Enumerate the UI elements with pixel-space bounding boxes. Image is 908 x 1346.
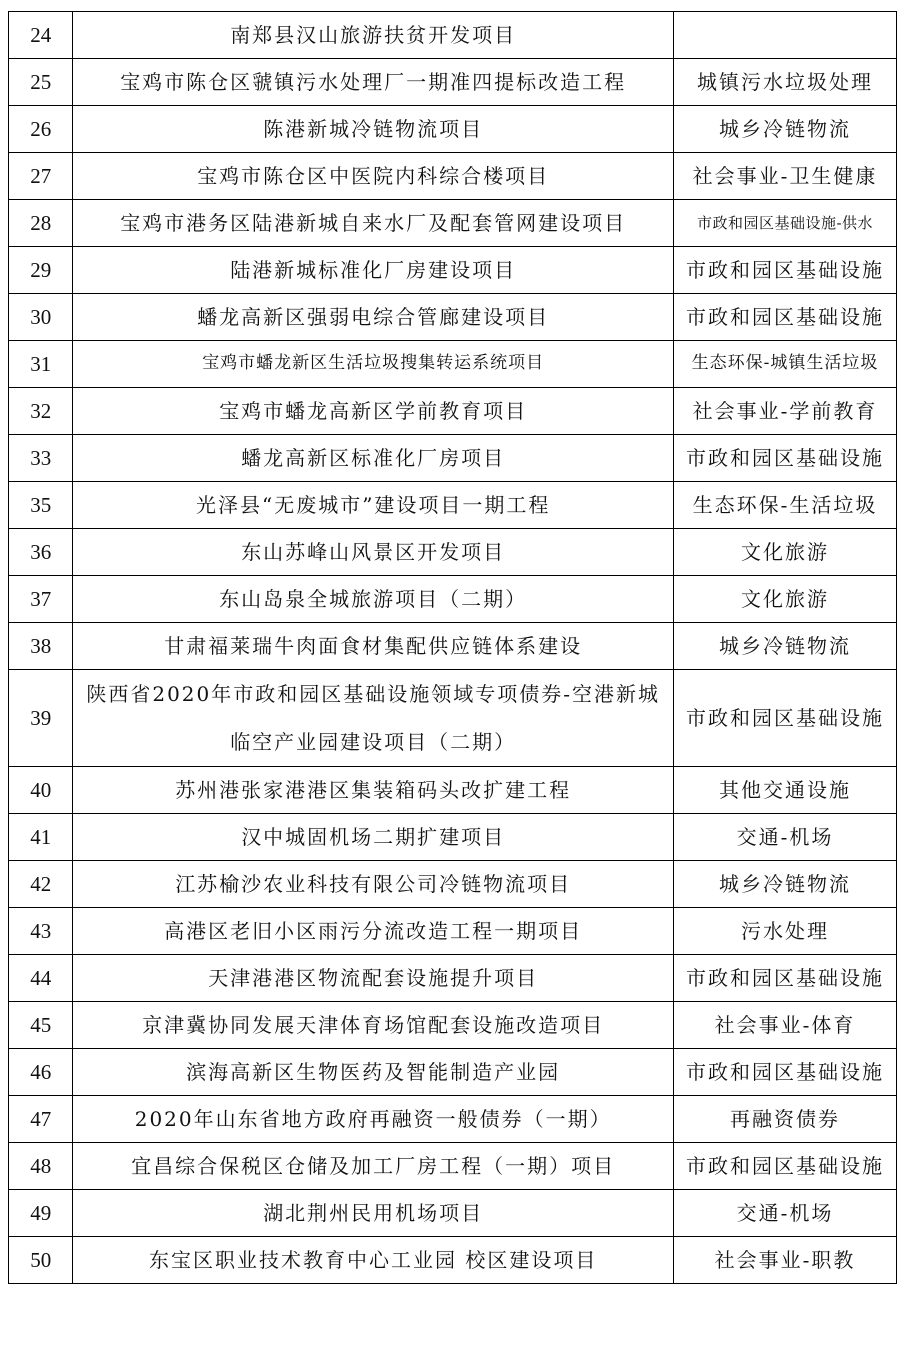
row-number: 42 bbox=[9, 861, 73, 908]
row-number: 47 bbox=[9, 1096, 73, 1143]
project-category: 交通-机场 bbox=[673, 814, 896, 861]
project-category: 城乡冷链物流 bbox=[673, 623, 896, 670]
project-table bbox=[8, 11, 897, 1284]
project-category: 社会事业-卫生健康 bbox=[673, 153, 896, 200]
table-row bbox=[9, 59, 897, 106]
project-name: 蟠龙高新区强弱电综合管廊建设项目 bbox=[73, 294, 674, 341]
project-category: 社会事业-职教 bbox=[673, 1237, 896, 1284]
project-name: 东宝区职业技术教育中心工业园 校区建设项目 bbox=[73, 1237, 674, 1284]
table-row bbox=[9, 861, 897, 908]
project-name: 陈港新城冷链物流项目 bbox=[73, 106, 674, 153]
project-name: 南郑县汉山旅游扶贫开发项目 bbox=[73, 12, 674, 59]
project-category: 交通-机场 bbox=[673, 1190, 896, 1237]
project-category: 其他交通设施 bbox=[673, 767, 896, 814]
table-row bbox=[9, 294, 897, 341]
project-name: 宝鸡市蟠龙高新区学前教育项目 bbox=[73, 388, 674, 435]
row-number: 31 bbox=[9, 341, 73, 388]
table-row bbox=[9, 435, 897, 482]
table-row bbox=[9, 200, 897, 247]
project-name: 宝鸡市港务区陆港新城自来水厂及配套管网建设项目 bbox=[73, 200, 674, 247]
project-name: 陕西省2020年市政和园区基础设施领域专项债券-空港新城临空产业园建设项目（二期） bbox=[73, 670, 674, 767]
row-number: 36 bbox=[9, 529, 73, 576]
project-category: 城乡冷链物流 bbox=[673, 106, 896, 153]
project-category bbox=[673, 12, 896, 59]
table-row bbox=[9, 1002, 897, 1049]
row-number: 39 bbox=[9, 670, 73, 767]
table-row bbox=[9, 388, 897, 435]
table-row bbox=[9, 670, 897, 767]
project-name: 天津港港区物流配套设施提升项目 bbox=[73, 955, 674, 1002]
project-name: 宝鸡市陈仓区中医院内科综合楼项目 bbox=[73, 153, 674, 200]
project-category: 社会事业-学前教育 bbox=[673, 388, 896, 435]
table-row bbox=[9, 1096, 897, 1143]
project-name: 蟠龙高新区标准化厂房项目 bbox=[73, 435, 674, 482]
row-number: 27 bbox=[9, 153, 73, 200]
row-number: 43 bbox=[9, 908, 73, 955]
table-row bbox=[9, 153, 897, 200]
project-name: 江苏榆沙农业科技有限公司冷链物流项目 bbox=[73, 861, 674, 908]
table-row bbox=[9, 576, 897, 623]
table-row bbox=[9, 1049, 897, 1096]
project-category: 市政和园区基础设施 bbox=[673, 670, 896, 767]
project-name: 甘肃福莱瑞牛肉面食材集配供应链体系建设 bbox=[73, 623, 674, 670]
project-category: 生态环保-城镇生活垃圾 bbox=[673, 341, 896, 388]
project-name: 宝鸡市蟠龙新区生活垃圾搜集转运系统项目 bbox=[73, 341, 674, 388]
table-row bbox=[9, 106, 897, 153]
table-row bbox=[9, 482, 897, 529]
table-row bbox=[9, 247, 897, 294]
row-number: 30 bbox=[9, 294, 73, 341]
table-row bbox=[9, 1190, 897, 1237]
project-category: 市政和园区基础设施 bbox=[673, 294, 896, 341]
project-category: 生态环保-生活垃圾 bbox=[673, 482, 896, 529]
project-category: 社会事业-体育 bbox=[673, 1002, 896, 1049]
row-number: 50 bbox=[9, 1237, 73, 1284]
row-number: 40 bbox=[9, 767, 73, 814]
project-name: 滨海高新区生物医药及智能制造产业园 bbox=[73, 1049, 674, 1096]
project-name: 东山岛泉全城旅游项目（二期） bbox=[73, 576, 674, 623]
project-name: 光泽县“无废城市”建设项目一期工程 bbox=[73, 482, 674, 529]
project-name: 东山苏峰山风景区开发项目 bbox=[73, 529, 674, 576]
row-number: 37 bbox=[9, 576, 73, 623]
row-number: 28 bbox=[9, 200, 73, 247]
table-row bbox=[9, 1237, 897, 1284]
project-category: 文化旅游 bbox=[673, 576, 896, 623]
table-row bbox=[9, 1143, 897, 1190]
row-number: 24 bbox=[9, 12, 73, 59]
table-row bbox=[9, 955, 897, 1002]
project-category: 文化旅游 bbox=[673, 529, 896, 576]
table-row bbox=[9, 12, 897, 59]
row-number: 35 bbox=[9, 482, 73, 529]
project-category: 市政和园区基础设施 bbox=[673, 955, 896, 1002]
row-number: 46 bbox=[9, 1049, 73, 1096]
project-name: 湖北荆州民用机场项目 bbox=[73, 1190, 674, 1237]
table-row bbox=[9, 814, 897, 861]
table-row bbox=[9, 341, 897, 388]
project-category: 城镇污水垃圾处理 bbox=[673, 59, 896, 106]
project-name: 高港区老旧小区雨污分流改造工程一期项目 bbox=[73, 908, 674, 955]
project-name: 2020年山东省地方政府再融资一般债券（一期） bbox=[73, 1096, 674, 1143]
row-number: 25 bbox=[9, 59, 73, 106]
row-number: 32 bbox=[9, 388, 73, 435]
project-category: 市政和园区基础设施 bbox=[673, 1049, 896, 1096]
row-number: 45 bbox=[9, 1002, 73, 1049]
row-number: 38 bbox=[9, 623, 73, 670]
project-category: 市政和园区基础设施-供水 bbox=[673, 200, 896, 247]
project-name: 陆港新城标准化厂房建设项目 bbox=[73, 247, 674, 294]
row-number: 33 bbox=[9, 435, 73, 482]
project-name: 苏州港张家港港区集装箱码头改扩建工程 bbox=[73, 767, 674, 814]
project-table-body bbox=[9, 12, 897, 1284]
project-category: 市政和园区基础设施 bbox=[673, 247, 896, 294]
project-category: 再融资债券 bbox=[673, 1096, 896, 1143]
row-number: 44 bbox=[9, 955, 73, 1002]
project-category: 市政和园区基础设施 bbox=[673, 435, 896, 482]
project-name: 宜昌综合保税区仓储及加工厂房工程（一期）项目 bbox=[73, 1143, 674, 1190]
project-name: 宝鸡市陈仓区虢镇污水处理厂一期准四提标改造工程 bbox=[73, 59, 674, 106]
table-row bbox=[9, 529, 897, 576]
row-number: 48 bbox=[9, 1143, 73, 1190]
project-category: 污水处理 bbox=[673, 908, 896, 955]
row-number: 41 bbox=[9, 814, 73, 861]
project-category: 城乡冷链物流 bbox=[673, 861, 896, 908]
row-number: 29 bbox=[9, 247, 73, 294]
table-row bbox=[9, 908, 897, 955]
table-row bbox=[9, 623, 897, 670]
project-category: 市政和园区基础设施 bbox=[673, 1143, 896, 1190]
project-name: 汉中城固机场二期扩建项目 bbox=[73, 814, 674, 861]
row-number: 49 bbox=[9, 1190, 73, 1237]
project-name: 京津冀协同发展天津体育场馆配套设施改造项目 bbox=[73, 1002, 674, 1049]
table-row bbox=[9, 767, 897, 814]
row-number: 26 bbox=[9, 106, 73, 153]
